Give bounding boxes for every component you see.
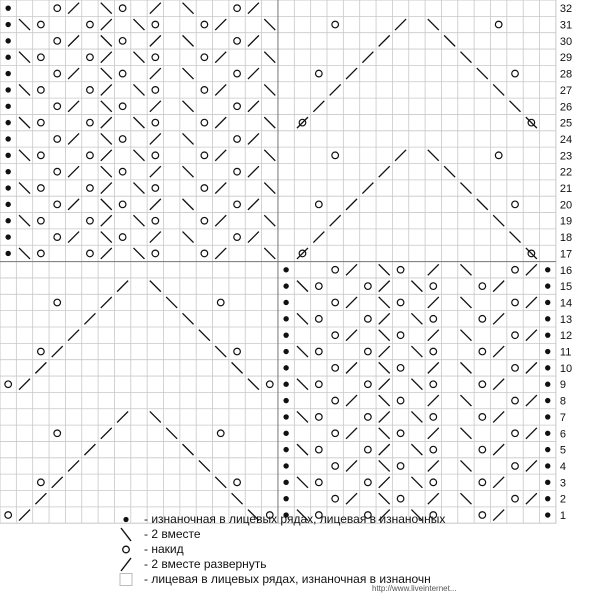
purl-dot xyxy=(5,104,10,109)
row-number-label: 9 xyxy=(559,379,567,392)
row-number-label: 24 xyxy=(559,133,573,146)
purl-dot xyxy=(5,153,10,158)
purl-dot xyxy=(283,283,288,288)
legend-item-yarn-over xyxy=(118,542,588,557)
purl-dot xyxy=(283,480,288,485)
purl-dot xyxy=(5,55,10,60)
legend-item-k2tog xyxy=(118,527,588,542)
purl-dot xyxy=(5,5,10,10)
row-number-label: 3 xyxy=(559,477,567,490)
backslash-icon xyxy=(118,527,134,542)
purl-dot xyxy=(545,480,550,485)
purl-dot xyxy=(545,283,550,288)
row-number-label: 27 xyxy=(559,84,573,97)
row-number-label: 6 xyxy=(559,428,567,441)
purl-dot xyxy=(283,365,288,370)
row-number-label: 8 xyxy=(559,395,567,408)
row-number-label: 26 xyxy=(559,101,573,114)
purl-dot xyxy=(545,447,550,452)
purl-dot xyxy=(545,463,550,468)
blank-icon xyxy=(118,572,134,587)
row-number-label: 18 xyxy=(559,232,573,245)
purl-dot xyxy=(283,332,288,337)
purl-dot xyxy=(545,414,550,419)
purl-dot xyxy=(5,120,10,125)
row-number-label: 21 xyxy=(559,183,573,196)
dot-icon xyxy=(118,512,134,527)
row-number-label: 17 xyxy=(559,248,573,261)
purl-dot xyxy=(5,136,10,141)
row-number-label: 14 xyxy=(559,297,573,310)
purl-dot xyxy=(283,463,288,468)
row-number-label: 20 xyxy=(559,199,573,212)
legend-item-k2tog-tbl xyxy=(118,557,588,572)
legend xyxy=(118,512,588,587)
row-number-label: 25 xyxy=(559,117,573,130)
row-number-label: 5 xyxy=(559,444,567,457)
purl-dot xyxy=(283,414,288,419)
row-number-label: 11 xyxy=(559,346,572,359)
row-number-label: 15 xyxy=(559,281,573,294)
row-number-label: 1 xyxy=(559,510,567,523)
row-number-label: 23 xyxy=(559,150,573,163)
legend-text-knit: - лицевая в лицевых рядах, изнаночная в изнаночн xyxy=(144,572,431,586)
purl-dot xyxy=(283,398,288,403)
row-number-label: 10 xyxy=(559,362,573,375)
purl-dot xyxy=(5,218,10,223)
legend-text-yarn-over: - накид xyxy=(144,542,184,556)
row-number-label: 29 xyxy=(559,52,573,65)
purl-dot xyxy=(545,332,550,337)
purl-dot xyxy=(283,431,288,436)
purl-dot xyxy=(545,300,550,305)
row-number-label: 32 xyxy=(559,3,573,16)
row-number-label: 2 xyxy=(559,493,567,506)
purl-dot xyxy=(5,38,10,43)
purl-dot xyxy=(5,87,10,92)
legend-text-k2tog-tbl: - 2 вместе развернуть xyxy=(144,557,267,571)
purl-dot xyxy=(545,382,550,387)
slash-icon xyxy=(118,557,134,572)
purl-dot xyxy=(5,22,10,27)
purl-dot xyxy=(283,496,288,501)
purl-dot xyxy=(283,300,288,305)
row-number-label: 22 xyxy=(559,166,573,179)
purl-dot xyxy=(5,169,10,174)
row-number-label: 31 xyxy=(559,19,573,32)
purl-dot xyxy=(283,382,288,387)
row-number-label: 7 xyxy=(559,411,567,424)
legend-text-k2tog: - 2 вместе xyxy=(144,527,201,541)
purl-dot xyxy=(283,349,288,354)
purl-dot xyxy=(5,234,10,239)
purl-dot xyxy=(545,349,550,354)
purl-dot xyxy=(5,71,10,76)
purl-dot xyxy=(5,202,10,207)
row-number-label: 16 xyxy=(559,264,573,277)
purl-dot xyxy=(283,316,288,321)
row-number-label: 28 xyxy=(559,68,573,81)
purl-dot xyxy=(545,496,550,501)
purl-dot xyxy=(545,267,550,272)
purl-dot xyxy=(545,316,550,321)
purl-dot xyxy=(5,185,10,190)
watermark-url: http://www.liveinternet... xyxy=(372,584,457,593)
purl-dot xyxy=(5,251,10,256)
row-number-label: 4 xyxy=(559,460,567,473)
row-number-label: 13 xyxy=(559,313,573,326)
purl-dot xyxy=(283,267,288,272)
purl-dot xyxy=(545,431,550,436)
row-number-label: 19 xyxy=(559,215,573,228)
row-number-label: 12 xyxy=(559,330,573,343)
legend-item-knit xyxy=(118,572,588,587)
purl-dot xyxy=(545,398,550,403)
purl-dot xyxy=(545,365,550,370)
legend-item-purl xyxy=(118,512,588,527)
purl-dot xyxy=(283,447,288,452)
legend-text-purl: - изнаночная в лицевых рядах, лицевая в изнаночных xyxy=(144,512,446,526)
circle-icon xyxy=(118,542,134,557)
row-number-label: 30 xyxy=(559,35,573,48)
